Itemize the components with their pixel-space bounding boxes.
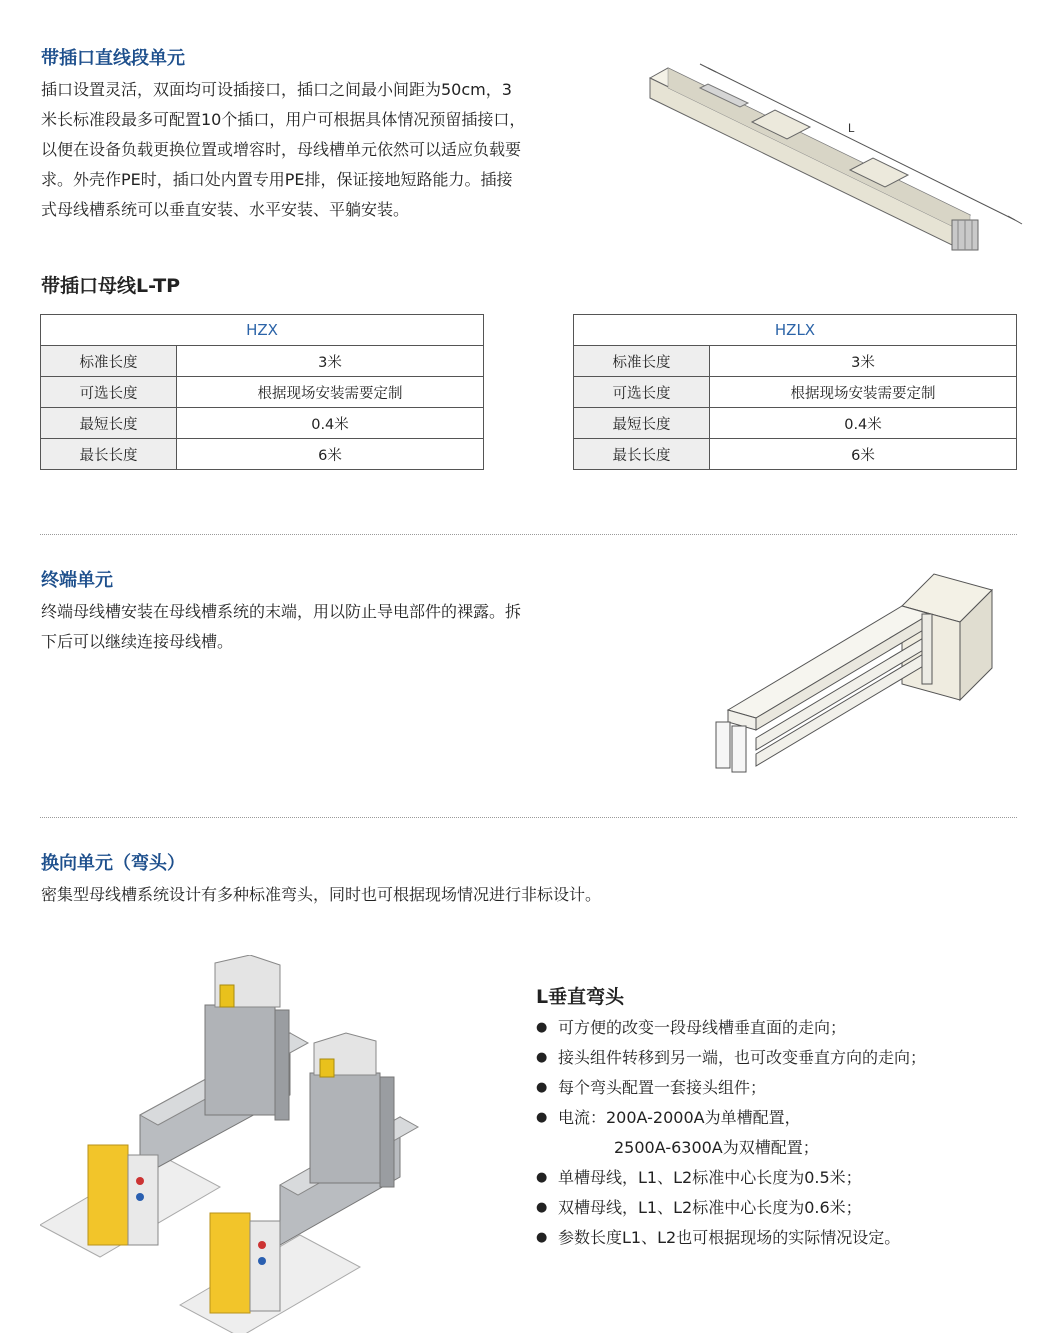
row-label: 标准长度 xyxy=(574,346,710,377)
text-line: 求。外壳作PE时，插口处内置专用PE排，保证接地短路能力。插接 xyxy=(41,170,513,189)
spec-table-hzlx xyxy=(573,314,1017,470)
spec-title: 带插口母线L-TP xyxy=(41,275,181,297)
list-item: ● 参数长度L1、L2也可根据现场的实际情况设定。 xyxy=(536,1223,1036,1253)
section-title-straight-unit: 带插口直线段单元 xyxy=(41,48,185,69)
row-label: 最长长度 xyxy=(41,439,177,470)
list-item: ● 接头组件转移到另一端，也可改变垂直方向的走向； xyxy=(536,1043,1036,1073)
text-line: 式母线槽系统可以垂直安装、水平安装、平躺安装。 xyxy=(41,200,410,219)
list-item: ● 每个弯头配置一套接头组件； xyxy=(536,1073,1036,1103)
table-row xyxy=(574,346,1017,377)
row-value: 3米 xyxy=(177,346,484,377)
row-value: 0.4米 xyxy=(710,408,1017,439)
section-title-end-unit: 终端单元 xyxy=(41,570,113,591)
list-item: 2500A-6300A为双槽配置； xyxy=(614,1138,819,1157)
list-item: ● 可方便的改变一段母线槽垂直面的走向； xyxy=(536,1013,1036,1043)
straight-busway-figure xyxy=(640,60,1030,255)
row-label: 可选长度 xyxy=(574,377,710,408)
elbow-feature-list xyxy=(536,1013,1036,1253)
row-value: 0.4米 xyxy=(177,408,484,439)
length-label: L xyxy=(848,121,855,135)
list-item: ● 单槽母线，L1、L2标准中心长度为0.5米； xyxy=(536,1163,1036,1193)
list-item: ● 电流：200A-2000A为单槽配置， xyxy=(536,1103,1036,1133)
straight-unit-description xyxy=(41,75,601,225)
row-value: 根据现场安装需要定制 xyxy=(710,377,1017,408)
divider xyxy=(40,534,1017,535)
text-line: 以便在设备负载更换位置或增容时，母线槽单元依然可以适应负载要 xyxy=(41,140,522,159)
table-header: HZX xyxy=(41,315,484,346)
elbow-sub-title: L垂直弯头 xyxy=(536,986,625,1008)
table-row xyxy=(574,377,1017,408)
table-row xyxy=(574,408,1017,439)
divider xyxy=(40,817,1017,818)
end-unit-description xyxy=(41,597,601,657)
table-row xyxy=(41,408,484,439)
elbow-unit-description: 密集型母线槽系统设计有多种标准弯头，同时也可根据现场情况进行非标设计。 xyxy=(41,885,602,904)
row-label: 最短长度 xyxy=(574,408,710,439)
table-row xyxy=(574,439,1017,470)
row-value: 3米 xyxy=(710,346,1017,377)
row-label: 可选长度 xyxy=(41,377,177,408)
row-value: 根据现场安装需要定制 xyxy=(177,377,484,408)
row-value: 6米 xyxy=(177,439,484,470)
row-label: 标准长度 xyxy=(41,346,177,377)
row-label: 最短长度 xyxy=(41,408,177,439)
end-unit-figure xyxy=(712,570,1002,780)
elbow-figure xyxy=(40,955,460,1333)
text-line: 米长标准段最多可配置10个插口，用户可根据具体情况预留插接口， xyxy=(41,110,526,129)
section-title-elbow-unit: 换向单元（弯头） xyxy=(41,853,185,874)
spec-table-hzx xyxy=(40,314,484,470)
table-row xyxy=(41,377,484,408)
row-label: 最长长度 xyxy=(574,439,710,470)
text-line: 下后可以继续连接母线槽。 xyxy=(41,632,234,651)
list-item: ● 双槽母线，L1、L2标准中心长度为0.6米； xyxy=(536,1193,1036,1223)
table-row xyxy=(41,346,484,377)
table-row xyxy=(41,439,484,470)
text-line: 终端母线槽安装在母线槽系统的末端，用以防止导电部件的裸露。拆 xyxy=(41,602,522,621)
text-line: 插口设置灵活，双面均可设插接口，插口之间最小间距为50cm，3 xyxy=(41,80,512,99)
table-header: HZLX xyxy=(574,315,1017,346)
row-value: 6米 xyxy=(710,439,1017,470)
